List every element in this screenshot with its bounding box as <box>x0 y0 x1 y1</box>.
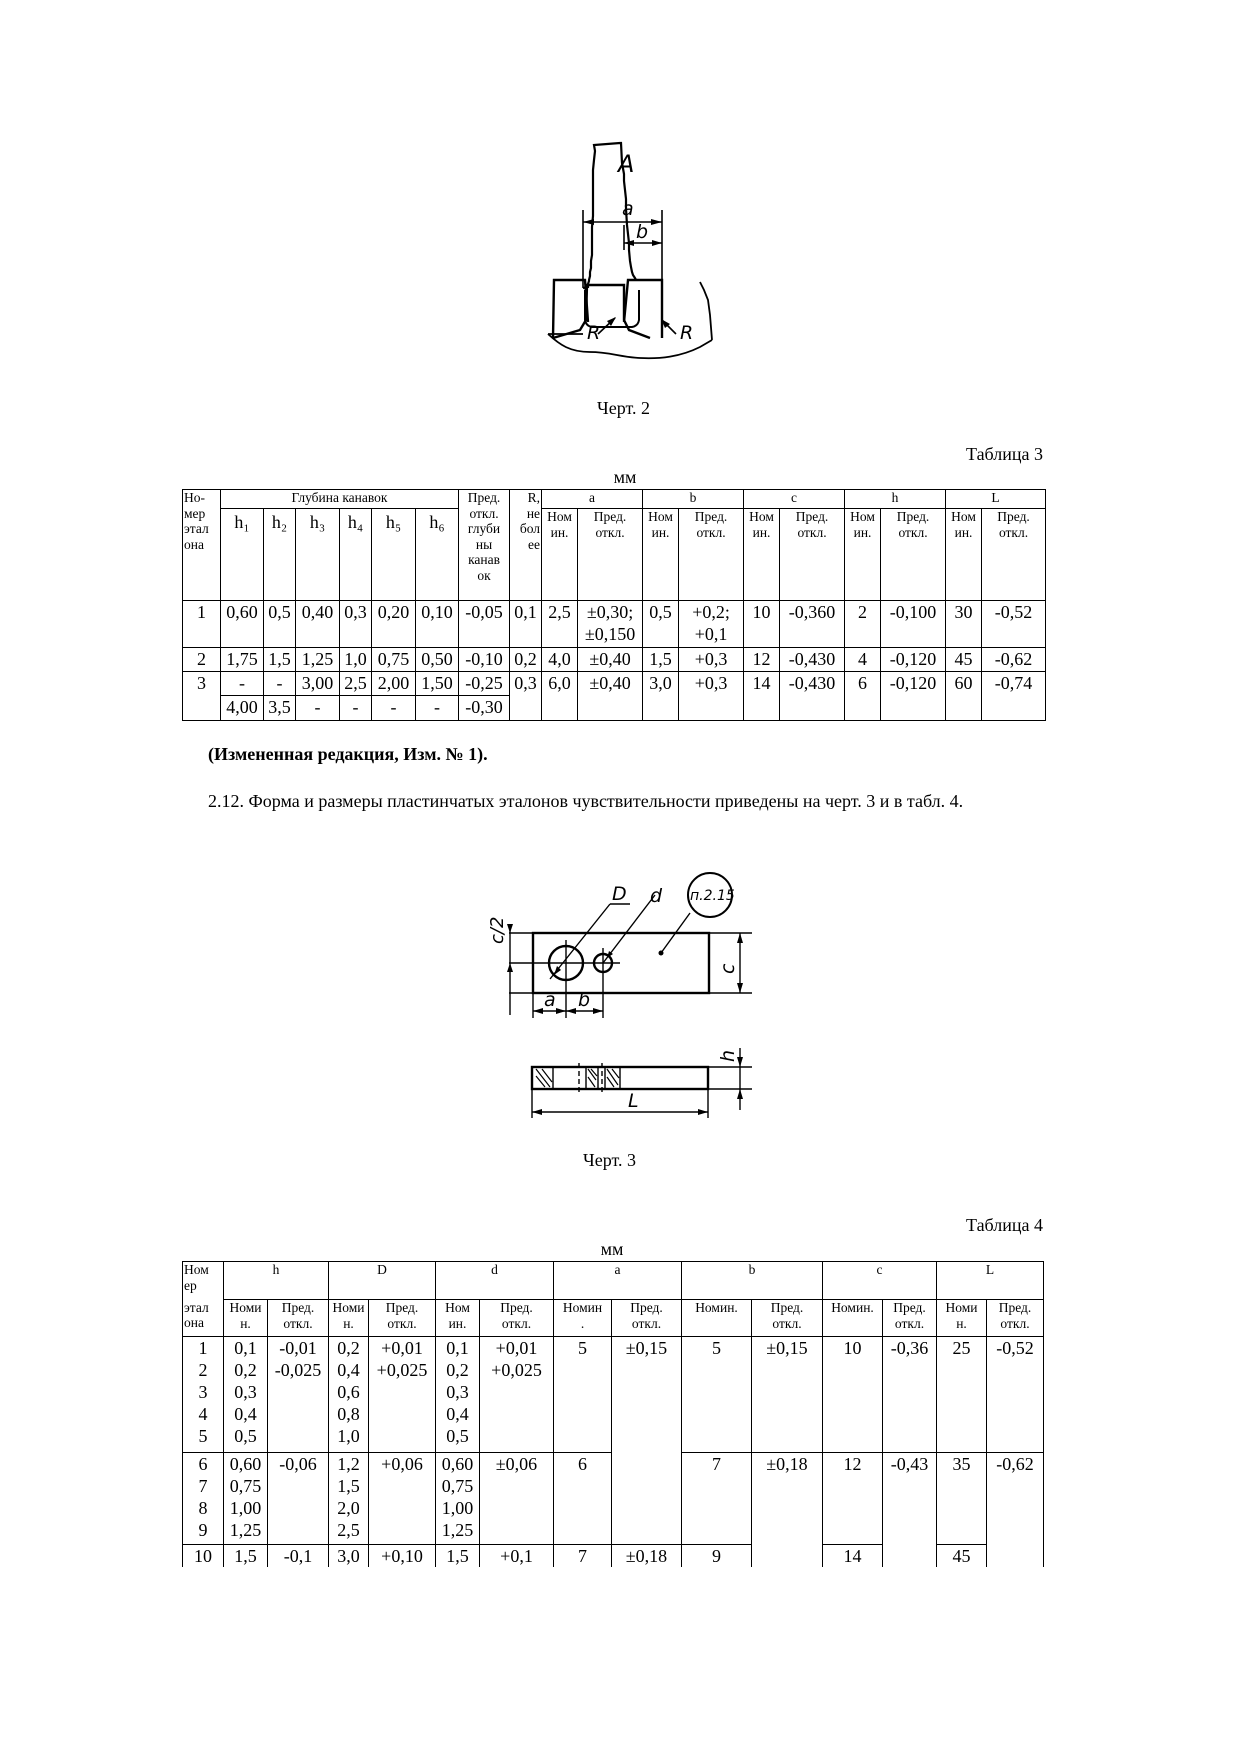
t4-cell: 12 <box>823 1453 883 1545</box>
t3-cell: 6,0 <box>542 672 578 696</box>
t3-cell: 10 <box>744 601 780 648</box>
t4-cell: 0,1 0,2 0,3 0,4 0,5 <box>224 1337 268 1453</box>
t3-cell: +0,3 <box>679 648 744 672</box>
t3-cell: 1 <box>183 601 221 648</box>
t4-head-h: h <box>224 1262 329 1300</box>
table-3-name: Таблица 3 <box>966 444 1043 464</box>
table-3-unit: мм <box>613 467 637 487</box>
drawing-3-label-D: D <box>612 883 627 905</box>
t4-cell: ±0,15 <box>752 1337 823 1453</box>
t4-cell: +0,01 +0,025 <box>480 1337 554 1453</box>
t4-head-a-nom: Номин . <box>554 1300 612 1337</box>
t3-cell: 0,3 <box>510 672 542 696</box>
t3-head-b-pred: Пред. откл. <box>679 509 744 601</box>
t3-cell: 6 <box>845 672 881 696</box>
t3-cell: 1,0 <box>340 648 372 672</box>
t4-head-d-nom: Ном ин. <box>436 1300 480 1337</box>
t4-cell: 1,5 <box>436 1545 480 1568</box>
t4-group-1 <box>183 1337 1044 1453</box>
drawing-3-ref: п.2.15 <box>690 888 735 904</box>
drawing-2 <box>0 0 1240 420</box>
t4-head-num-bot: этал она <box>183 1300 224 1337</box>
t3-cell: 1,50 <box>416 672 459 696</box>
t4-head-b-pred: Пред. откл. <box>752 1300 823 1337</box>
t3-cell: +0,3 <box>679 672 744 696</box>
t3-head-a-nom: Ном ин. <box>542 509 578 601</box>
t4-head-d-pred: Пред. откл. <box>480 1300 554 1337</box>
t4-head-L-pred: Пред. откл. <box>987 1300 1044 1337</box>
t3-row-2 <box>183 648 1046 672</box>
t3-cell: 0,75 <box>372 648 416 672</box>
t4-head-a-pred: Пред. откл. <box>612 1300 682 1337</box>
t3-head-L-nom: Ном ин. <box>946 509 982 601</box>
t3-cell: 3,00 <box>296 672 340 696</box>
t3-cell: ±0,40 <box>578 672 643 696</box>
t4-cell: +0,10 <box>369 1545 436 1568</box>
t3-head-pred-depth: Пред. откл. глуби ны канав ок <box>459 490 510 601</box>
t3-cell: 30 <box>946 601 982 648</box>
dim-label-a: a <box>622 198 634 220</box>
t4-cell: 6 <box>554 1453 612 1545</box>
t4-cell: 45 <box>937 1545 987 1568</box>
t3-cell: - <box>221 672 264 696</box>
t3-cell: 0,3 <box>340 601 372 648</box>
t3-cell: 0,1 <box>510 601 542 648</box>
t4-head-b: b <box>682 1262 823 1300</box>
t4-cell: ±0,18 <box>752 1453 823 1545</box>
t4-cell: ±0,15 <box>612 1337 682 1453</box>
table-4-name: Таблица 4 <box>966 1215 1043 1235</box>
t3-head-h2: h₂ <box>264 509 296 601</box>
t3-cell: -0,25 <box>459 672 510 696</box>
t4-cell: 1,5 <box>224 1545 268 1568</box>
t3-cell: 3,0 <box>643 672 679 696</box>
table-4 <box>182 1261 1044 1567</box>
t4-head-D: D <box>329 1262 436 1300</box>
t3-head-L: L <box>946 490 1046 509</box>
t3-cell: 4,0 <box>542 648 578 672</box>
t3-cell: -0,430 <box>780 672 845 696</box>
paragraph-2-12: 2.12. Форма и размеры пластинчатых эталонов чувствительности приведены на черт. 3 и в табл. 4. <box>208 791 964 811</box>
t4-cell: +0,1 <box>480 1545 554 1568</box>
t4-cell: -0,52 <box>987 1337 1044 1453</box>
t4-cell: 3,0 <box>329 1545 369 1568</box>
t3-head-h-nom: Ном ин. <box>845 509 881 601</box>
t4-cell: -0,01 -0,025 <box>268 1337 329 1453</box>
t4-cell: ±0,18 <box>612 1545 682 1568</box>
t4-cell: -0,62 <box>987 1453 1044 1545</box>
t3-cell: 2,5 <box>340 672 372 696</box>
t3-head-h4: h₄ <box>340 509 372 601</box>
t4-cell: ±0,06 <box>480 1453 554 1545</box>
table-3 <box>182 489 1046 721</box>
t3-cell: - <box>264 672 296 696</box>
t4-cell: 6 7 8 9 <box>183 1453 224 1545</box>
t4-cell: -0,1 <box>268 1545 329 1568</box>
t4-head-d: d <box>436 1262 554 1300</box>
t3-cell: 1,5 <box>643 648 679 672</box>
drawing-3-label-b: b <box>578 989 591 1011</box>
radius-label-right: R <box>680 322 694 344</box>
t3-cell: -0,30 <box>459 696 510 721</box>
t4-cell: 5 <box>554 1337 612 1453</box>
t4-cell: 9 <box>682 1545 752 1568</box>
t3-head-c-nom: Ном ин. <box>744 509 780 601</box>
t3-cell: 2,00 <box>372 672 416 696</box>
t3-row-1 <box>183 601 1046 648</box>
t4-head-L-nom: Номи н. <box>937 1300 987 1337</box>
t3-cell: - <box>340 696 372 721</box>
t3-head-a-pred: Пред. откл. <box>578 509 643 601</box>
t3-head-c: c <box>744 490 845 509</box>
radius-label-left: R <box>587 322 601 344</box>
t4-cell: 0,2 0,4 0,6 0,8 1,0 <box>329 1337 369 1453</box>
t3-head-b-nom: Ном ин. <box>643 509 679 601</box>
t3-cell: -0,430 <box>780 648 845 672</box>
t3-cell: 2 <box>183 648 221 672</box>
t3-head-depth: Глубина канавок <box>221 490 459 509</box>
t3-cell: - <box>416 696 459 721</box>
t4-head-a: a <box>554 1262 682 1300</box>
t4-cell: 25 <box>937 1337 987 1453</box>
t4-head-D-nom: Номи н. <box>329 1300 369 1337</box>
t4-head-c-pred: Пред. откл. <box>883 1300 937 1337</box>
t3-cell: 0,60 <box>221 601 264 648</box>
t3-head-num: Но- мер этал она <box>183 490 221 601</box>
t3-cell: 3 <box>183 672 221 696</box>
t3-cell: -0,360 <box>780 601 845 648</box>
drawing-3 <box>0 860 1240 1160</box>
t3-head-h5: h₅ <box>372 509 416 601</box>
t4-head-h-pred: Пред. откл. <box>268 1300 329 1337</box>
table-4-unit: мм <box>600 1239 624 1259</box>
t3-head-r: R, не бол ее <box>510 490 542 601</box>
t3-head-h6: h₆ <box>416 509 459 601</box>
t3-cell: 0,10 <box>416 601 459 648</box>
t3-cell: 60 <box>946 672 982 696</box>
t3-head-a: a <box>542 490 643 509</box>
t4-group-2 <box>183 1453 1044 1545</box>
t3-row-3 <box>183 672 1046 696</box>
t4-cell: 7 <box>682 1453 752 1545</box>
t4-cell: -0,43 <box>883 1453 937 1545</box>
t3-head-h3: h₃ <box>296 509 340 601</box>
change-note: (Измененная редакция, Изм. № 1). <box>208 744 488 764</box>
drawing-3-label-c: c <box>717 963 739 974</box>
t3-cell: - <box>372 696 416 721</box>
t3-cell: -0,10 <box>459 648 510 672</box>
t3-cell: 0,50 <box>416 648 459 672</box>
t3-cell: -0,62 <box>982 648 1046 672</box>
t4-head-h-nom: Номи н. <box>224 1300 268 1337</box>
t3-head-b: b <box>643 490 744 509</box>
dim-label-b: b <box>636 221 649 243</box>
t4-head-b-nom: Номин. <box>682 1300 752 1337</box>
t3-cell: 0,2 <box>510 648 542 672</box>
t4-cell: 0,1 0,2 0,3 0,4 0,5 <box>436 1337 480 1453</box>
t4-cell: 10 <box>823 1337 883 1453</box>
drawing-3-label-a: a <box>544 989 556 1011</box>
t3-cell: 14 <box>744 672 780 696</box>
t3-cell: 4 <box>845 648 881 672</box>
t3-cell: 12 <box>744 648 780 672</box>
t4-head-D-pred: Пред. откл. <box>369 1300 436 1337</box>
drawing-3-label-L: L <box>628 1090 639 1112</box>
t3-head-L-pred: Пред. откл. <box>982 509 1046 601</box>
t4-cell: 35 <box>937 1453 987 1545</box>
t3-cell: -0,52 <box>982 601 1046 648</box>
t3-cell: 4,00 <box>221 696 264 721</box>
drawing-2-caption: Черт. 2 <box>597 398 650 418</box>
drawing-3-label-d: d <box>650 885 663 907</box>
t3-cell: -0,05 <box>459 601 510 648</box>
t3-head-h1: h₁ <box>221 509 264 601</box>
t4-head-num-top: Ном ер <box>183 1262 224 1300</box>
t4-head-c: c <box>823 1262 937 1300</box>
t4-cell: 5 <box>682 1337 752 1453</box>
t3-cell: 2 <box>845 601 881 648</box>
t4-cell: 7 <box>554 1545 612 1568</box>
t4-head-L: L <box>937 1262 1044 1300</box>
t4-cell: 1 2 3 4 5 <box>183 1337 224 1453</box>
t3-head-c-pred: Пред. откл. <box>780 509 845 601</box>
t3-cell: -0,74 <box>982 672 1046 696</box>
t4-cell: 14 <box>823 1545 883 1568</box>
view-label-a: A <box>618 150 635 178</box>
t3-cell: 3,5 <box>264 696 296 721</box>
t4-cell: 10 <box>183 1545 224 1568</box>
t3-cell: ±0,40 <box>578 648 643 672</box>
t3-cell: 0,5 <box>643 601 679 648</box>
t3-cell: -0,100 <box>881 601 946 648</box>
t3-row-3b <box>183 696 1046 721</box>
t3-cell: - <box>296 696 340 721</box>
t3-cell: -0,120 <box>881 672 946 696</box>
t4-row-10 <box>183 1545 1044 1568</box>
t3-cell: ±0,30; ±0,150 <box>578 601 643 648</box>
drawing-3-label-c2: c/2 <box>487 916 508 944</box>
t3-cell: 1,25 <box>296 648 340 672</box>
t3-cell: +0,2; +0,1 <box>679 601 744 648</box>
t3-cell: -0,120 <box>881 648 946 672</box>
t4-cell: +0,06 <box>369 1453 436 1545</box>
t3-cell: 2,5 <box>542 601 578 648</box>
drawing-3-caption: Черт. 3 <box>583 1150 636 1170</box>
t3-cell: 0,40 <box>296 601 340 648</box>
t3-cell: 0,5 <box>264 601 296 648</box>
t3-cell: 45 <box>946 648 982 672</box>
drawing-3-label-h: h <box>717 1049 739 1062</box>
t3-head-h: h <box>845 490 946 509</box>
t4-cell: +0,01 +0,025 <box>369 1337 436 1453</box>
t4-cell: 0,60 0,75 1,00 1,25 <box>224 1453 268 1545</box>
t4-cell: 0,60 0,75 1,00 1,25 <box>436 1453 480 1545</box>
t3-cell: 1,75 <box>221 648 264 672</box>
t3-cell: 1,5 <box>264 648 296 672</box>
t4-head-c-nom: Номин. <box>823 1300 883 1337</box>
t4-cell: -0,36 <box>883 1337 937 1453</box>
t4-cell: 1,2 1,5 2,0 2,5 <box>329 1453 369 1545</box>
t4-cell: -0,06 <box>268 1453 329 1545</box>
t3-head-h-pred: Пред. откл. <box>881 509 946 601</box>
t3-cell: 0,20 <box>372 601 416 648</box>
